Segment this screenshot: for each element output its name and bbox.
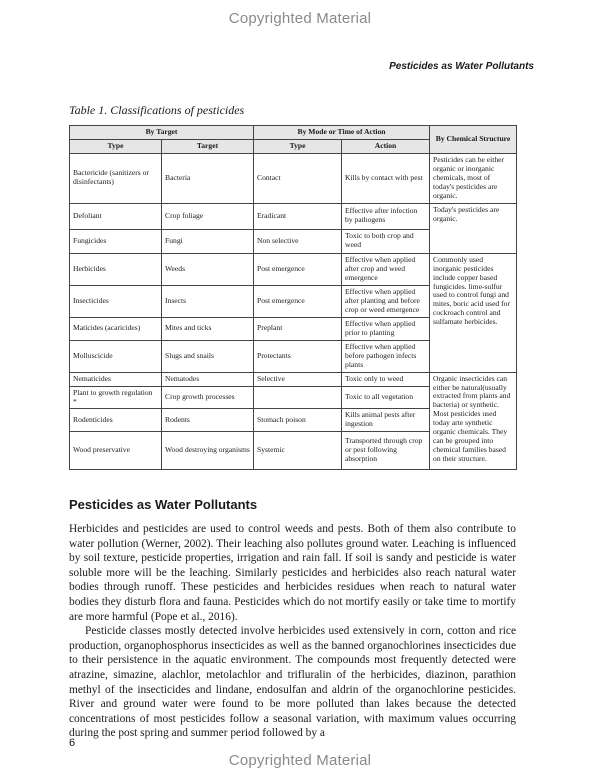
header-by-mode: By Mode or Time of Action — [254, 126, 430, 140]
paragraph: Herbicides and pesticides are used to control weeds and pests. Both of them also contribute to water pollution (Werner, 2002). Their leaching also pollutes ground water. Leaching is influenced by soil texture, pesticide properties, irrigation and rain fall. If soil is sandy and pesticide is water soluble more will be the leaching. Similarly pesticides and herbicides also reach natural water bodies through runoff. These pesticides and herbicides residues when reach to natural water bodies they disturb flora and fauna. Pesticides which do not mortify easily or take time to mortify are more harmful (Pope et al., 2016). — [69, 523, 516, 623]
cell-target: Weeds — [162, 253, 254, 285]
cell-action: Toxic only to weed — [342, 372, 430, 386]
table-row — [70, 153, 517, 203]
cell-target: Insects — [162, 285, 254, 317]
cell-action: Effective when applied after crop and weed emergence — [342, 253, 430, 285]
cell-mode: Protectants — [254, 340, 342, 372]
cell-target: Crop growth processes — [162, 386, 254, 409]
cell-type: Bactericide (sanitizers or disinfectants) — [70, 153, 162, 203]
cell-action: Effective when applied before pathogen infects plants — [342, 340, 430, 372]
cell-target: Bacteria — [162, 153, 254, 203]
table-row — [70, 372, 517, 386]
cell-mode: Stomach poison — [254, 409, 342, 432]
cell-action: Transported through crop or pest following absorption — [342, 432, 430, 470]
header-type: Type — [70, 139, 162, 153]
page-number: 6 — [69, 737, 76, 749]
cell-action: Kills by contact with pest — [342, 153, 430, 203]
cell-chemical-note: Commonly used inorganic pesticides include copper based fungicides. lime-sulfur used to control fungi and mites, boric acid used for cockroach control and sulfamate herbicides. — [430, 253, 517, 372]
table-row — [70, 253, 517, 285]
cell-mode: Non selective — [254, 229, 342, 253]
cell-chemical-note: Pesticides can be either organic or inorganic chemicals, most of today's pesticides are organic. — [430, 153, 517, 203]
cell-target: Slugs and snails — [162, 340, 254, 372]
watermark-bottom: Copyrighted Material — [228, 752, 372, 769]
cell-mode: Selective — [254, 372, 342, 386]
cell-type: Plant to growth regulation * — [70, 386, 162, 409]
body-text — [69, 522, 516, 741]
cell-target: Crop foliage — [162, 203, 254, 229]
cell-action: Toxic to all vegetation — [342, 386, 430, 409]
header-by-target: By Target — [70, 126, 254, 140]
header-mode-type: Type — [254, 139, 342, 153]
cell-action: Effective when applied after planting and before crop or weed emergence — [342, 285, 430, 317]
cell-mode: Post emergence — [254, 285, 342, 317]
cell-mode: Post emergence — [254, 253, 342, 285]
table-row — [70, 203, 517, 229]
table-caption: Table 1. Classifications of pesticides — [69, 103, 245, 117]
cell-type: Defoliant — [70, 203, 162, 229]
cell-type: Fungicides — [70, 229, 162, 253]
cell-type: Rodenticides — [70, 409, 162, 432]
cell-type: Wood preservative — [70, 432, 162, 470]
watermark-top: Copyrighted Material — [228, 10, 372, 27]
section-heading: Pesticides as Water Pollutants — [69, 497, 258, 512]
cell-mode: Contact — [254, 153, 342, 203]
cell-type: Insecticides — [70, 285, 162, 317]
cell-mode: Systemic — [254, 432, 342, 470]
cell-action: Toxic to both crop and weed — [342, 229, 430, 253]
cell-target: Fungi — [162, 229, 254, 253]
cell-chemical-note: Organic insecticides can either be natural(usually extracted from plants and bacteria) or synthetic. Most pesticides used today arte synthetic organic chemicals. They can be grouped into chemical families based on their structure. — [430, 372, 517, 470]
cell-mode: Eradicant — [254, 203, 342, 229]
cell-target: Mites and ticks — [162, 317, 254, 340]
header-by-chemical: By Chemical Structure — [430, 126, 517, 154]
cell-action: Effective after infection by pathogens — [342, 203, 430, 229]
cell-type: Molluscicide — [70, 340, 162, 372]
cell-type: Maticides (acaricides) — [70, 317, 162, 340]
cell-action: Effective when applied prior to planting — [342, 317, 430, 340]
cell-type: Herbicides — [70, 253, 162, 285]
paragraph: Pesticide classes mostly detected involve herbicides used extensively in corn, cotton and rice production, organophosphorus insecticides as well as the banned organochlorines insecticides due to their persistence in the aquatic environment. The compounds most frequently detected were atrazine, simazine, alachlor, metolachlor and trifluralin of the herbicides, diazinon, parathion methyl of the insecticides and lindane, endosulfan and aldrin of the organochlorine pesticides. River and ground water were found to be more polluted than lakes because the detected concentrations of most pesticides follow a seasonal variation, with maximum values occurring during the post spring and summer period followed by a — [69, 625, 516, 740]
cell-mode: Preplant — [254, 317, 342, 340]
cell-target: Nematodes — [162, 372, 254, 386]
cell-mode — [254, 386, 342, 409]
cell-action: Kills animal pests after ingestion — [342, 409, 430, 432]
header-action: Action — [342, 139, 430, 153]
cell-type: Nematicides — [70, 372, 162, 386]
header-target: Target — [162, 139, 254, 153]
cell-target: Wood destroying organisms — [162, 432, 254, 470]
cell-target: Rodents — [162, 409, 254, 432]
running-head: Pesticides as Water Pollutants — [389, 61, 534, 72]
pesticide-classification-table — [69, 125, 517, 470]
cell-chemical-note: Today's pesticides are organic. — [430, 203, 517, 253]
